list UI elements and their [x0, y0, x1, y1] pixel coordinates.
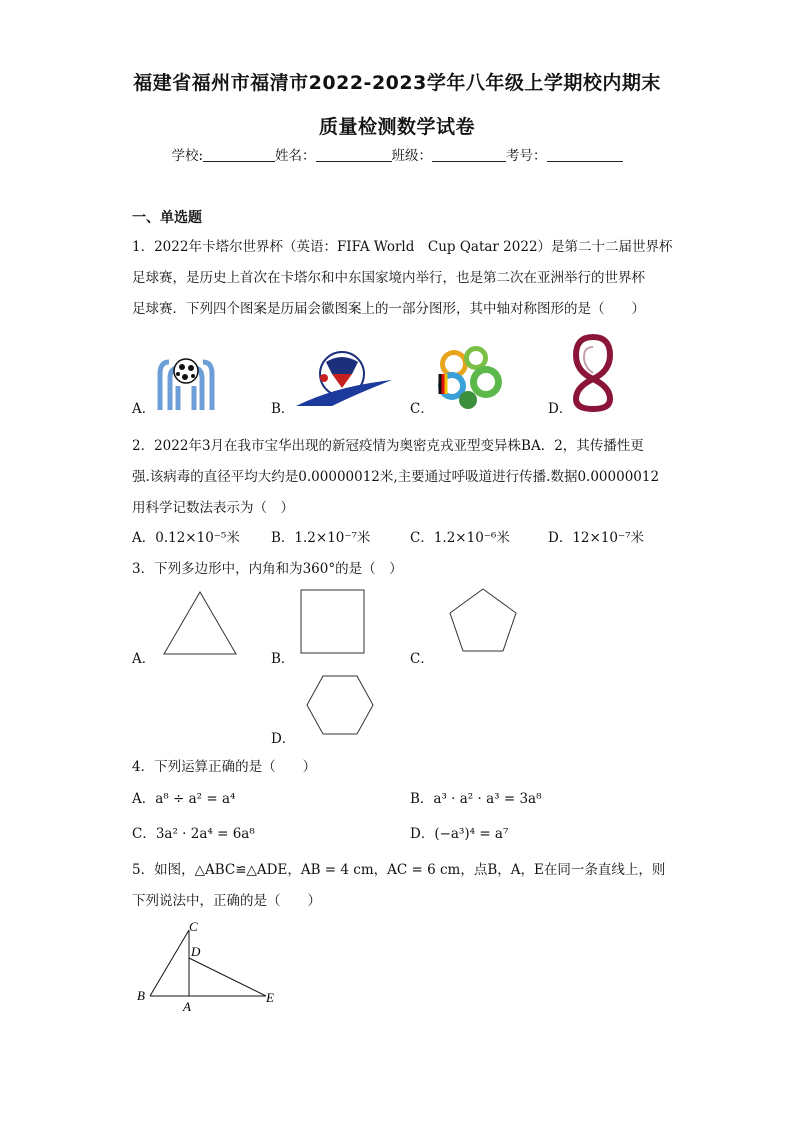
q3-option-d: D． — [271, 731, 296, 747]
point-a-label: A — [183, 999, 191, 1014]
exam-title-line2: 质量检测数学试卷 — [318, 116, 475, 138]
q4-option-c: C．3a² · 2a⁴ = 6a⁸ — [132, 826, 255, 842]
school-blank — [203, 147, 275, 162]
q1-line3: 足球赛．下列四个图案是历届会徽图案上的一部分图形，其中轴对称图形的是（ ） — [132, 301, 645, 317]
q1-option-c: C． — [410, 401, 434, 417]
name-label: 姓名： — [275, 148, 316, 164]
q4-option-b: B．a³ · a² · a³ = 3a⁸ — [410, 791, 542, 807]
q3-pentagon-figure — [448, 587, 518, 653]
point-c-label: C — [189, 919, 198, 934]
q1-line2: 足球赛，是历史上首次在卡塔尔和中东国家境内举行，也是第二次在亚洲举行的世界杯 — [132, 270, 645, 286]
q5-triangle-diagram — [132, 918, 282, 1016]
q1-logo-a-figure — [155, 352, 217, 410]
point-b-label: B — [137, 988, 145, 1003]
point-d-label: D — [191, 944, 201, 959]
q3-option-c: C． — [410, 651, 434, 667]
class-blank — [432, 147, 506, 162]
q2-line3: 用科学记数法表示为（ ） — [132, 500, 294, 516]
q1-line1: 1．2022年卡塔尔世界杯（英语：FIFA World Cup Qatar 2022）是第二十二届世界杯 — [132, 239, 673, 255]
q3-hexagon-figure — [305, 674, 375, 736]
q2-option-b: B．1.2×10⁻⁷米 — [271, 530, 371, 546]
q1-logo-b-figure — [296, 348, 392, 408]
q4-option-d: D．(−a³)⁴ = a⁷ — [410, 826, 509, 842]
exam-title-line1: 福建省福州市福清市2022-2023学年八年级上学期校内期末 — [133, 72, 661, 94]
q1-option-b: B． — [271, 401, 295, 417]
number-label: 考号： — [506, 148, 547, 164]
section-heading: 一、单选题 — [132, 210, 202, 226]
q3-stem: 3．下列多边形中，内角和为360°的是（ ） — [132, 561, 403, 577]
number-blank — [547, 147, 623, 162]
point-e-label: E — [266, 990, 274, 1005]
q1-option-a: A． — [132, 401, 156, 417]
class-label: 班级： — [391, 148, 433, 164]
q2-option-c: C．1.2×10⁻⁶米 — [410, 530, 510, 546]
q1-logo-c-figure — [434, 344, 508, 410]
q5-line2: 下列说法中，正确的是（ ） — [132, 893, 321, 909]
q3-option-b: B． — [271, 651, 295, 667]
q4-option-a: A．a⁸ ÷ a² = a⁴ — [132, 791, 236, 807]
school-label: 学校: — [171, 148, 204, 164]
q2-option-a: A．0.12×10⁻⁵米 — [132, 530, 240, 546]
q2-line2: 强.该病毒的直径平均大约是0.00000012米,主要通过呼吸道进行传播.数据0.00000012 — [132, 469, 660, 485]
q3-square-figure — [300, 589, 366, 655]
q4-stem: 4．下列运算正确的是（ ） — [132, 759, 317, 775]
q1-option-d: D． — [548, 401, 573, 417]
q5-line1: 5．如图，△ABC≌△ADE，AB = 4 cm，AC = 6 cm，点B，A，E在同一条直线上，则 — [132, 862, 666, 878]
q1-logo-d-figure — [572, 333, 614, 411]
q3-triangle-figure — [162, 590, 238, 656]
name-blank — [316, 147, 392, 162]
q3-option-a: A． — [132, 651, 156, 667]
q2-option-d: D．12×10⁻⁷米 — [548, 530, 645, 546]
student-info-row — [0, 144, 794, 164]
q2-line1: 2．2022年3月在我市宝华出现的新冠疫情为奥密克戎亚型变异株BA．2，其传播性更 — [132, 438, 644, 454]
